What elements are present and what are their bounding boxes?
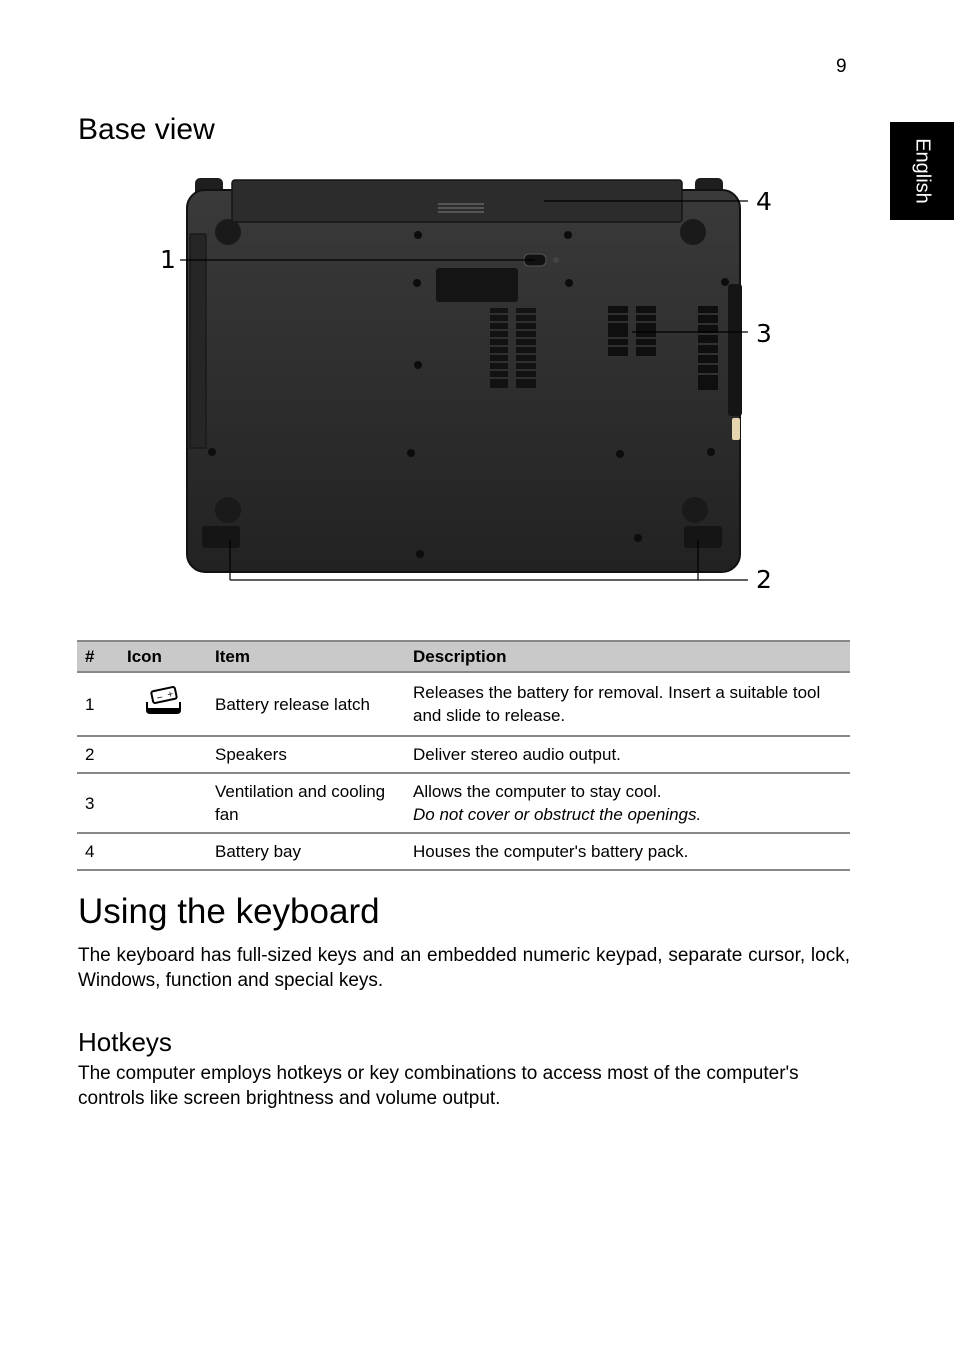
header-description: Description [405, 641, 850, 672]
language-tab-label: English [911, 138, 934, 204]
access-cover [436, 268, 518, 302]
row-description-cell [405, 773, 850, 833]
row-number: 4 [77, 833, 119, 870]
row-description: Houses the computer's battery pack. [405, 833, 850, 870]
callout-2: 2 [756, 565, 772, 594]
keyboard-paragraph: The keyboard has full-sized keys and an embedded numeric keypad, separate cursor, lock, Windows, function and special keys. [78, 945, 850, 991]
rubber-foot [215, 497, 241, 523]
row-icon-cell [119, 736, 207, 773]
battery-release-icon [143, 686, 183, 716]
left-speaker [202, 526, 240, 548]
base-view-components-table [77, 640, 850, 871]
laptop-base-illustration [150, 172, 790, 602]
language-tab [890, 122, 954, 220]
row-number: 3 [77, 773, 119, 833]
row-number: 2 [77, 736, 119, 773]
row-item: Ventilation and cooling fan [207, 773, 405, 833]
rubber-foot [680, 219, 706, 245]
right-speaker [684, 526, 722, 548]
table-row [77, 773, 850, 833]
row-number: 1 [77, 672, 119, 736]
table-header-row [77, 641, 850, 672]
row-warning-note: Do not cover or obstruct the openings. [413, 805, 702, 824]
page-number: 9 [836, 56, 847, 77]
callout-4: 4 [756, 187, 772, 216]
rubber-foot [682, 497, 708, 523]
row-description: Deliver stereo audio output. [405, 736, 850, 773]
header-item: Item [207, 641, 405, 672]
row-item: Speakers [207, 736, 405, 773]
svg-text:+: + [166, 689, 175, 700]
row-icon-cell [119, 773, 207, 833]
row-description: Releases the battery for removal. Insert a suitable tool and slide to release. [405, 672, 850, 736]
row-icon-cell [119, 833, 207, 870]
rubber-foot [215, 219, 241, 245]
table-row [77, 672, 850, 736]
header-icon: Icon [119, 641, 207, 672]
laptop-body [187, 190, 740, 572]
hotkeys-paragraph: The computer employs hotkeys or key combinations to access most of the computer's controls like screen brightness and volume output. [78, 1063, 799, 1109]
row-description: Allows the computer to stay cool. [413, 782, 662, 801]
section-title-base-view: Base view [78, 113, 215, 146]
callout-1: 1 [160, 245, 176, 274]
table-row [77, 736, 850, 773]
header-number: # [77, 641, 119, 672]
table-row [77, 833, 850, 870]
subsection-title-hotkeys: Hotkeys [78, 1027, 172, 1057]
row-icon-cell [119, 672, 207, 736]
section-title-keyboard: Using the keyboard [78, 892, 380, 931]
row-item: Battery release latch [207, 672, 405, 736]
row-item: Battery bay [207, 833, 405, 870]
svg-text:−: − [155, 692, 164, 703]
callout-3: 3 [756, 319, 772, 348]
